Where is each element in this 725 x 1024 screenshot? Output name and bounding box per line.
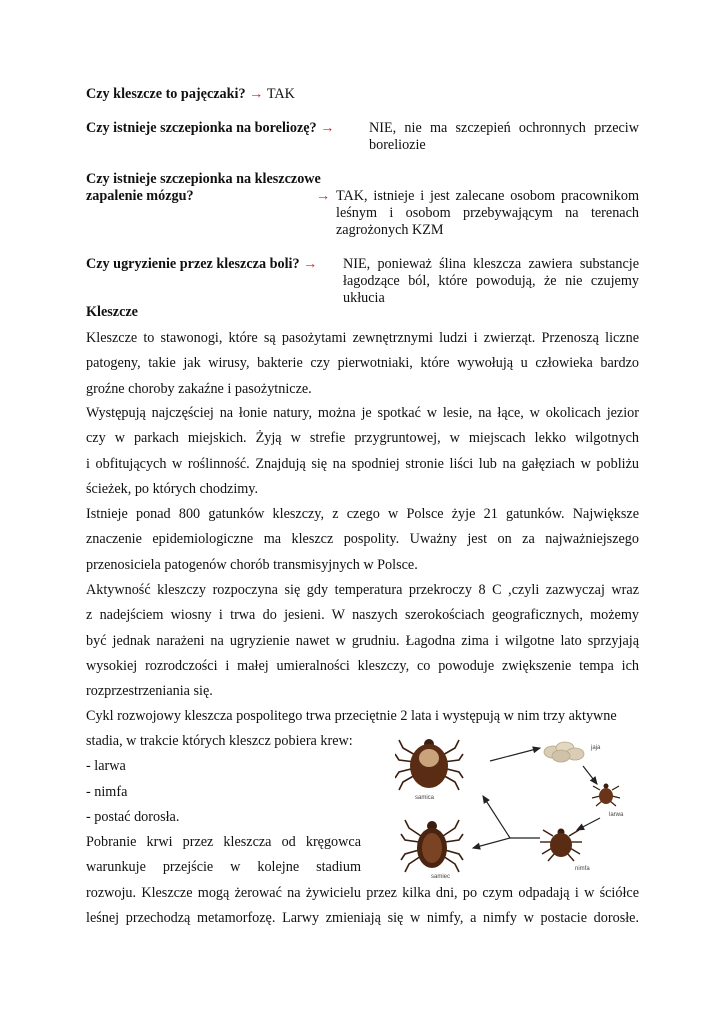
paragraph-2: Występują najczęściej na łonie natury, można je spotkać w lesie, na łące, w okolicach jezior czy w parkach miejskich. Żyją w strefie przygruntowej, w miejscach lekko wilgotnych i obfitujących w roślinność. Znajdują się na spodniej stronie liści lub na gałęziach w pobliżu ścieżek, po których chodzimy.	[86, 405, 639, 497]
answer-2: NIE, nie ma szczepień ochronnych przeciw boreliozie	[369, 120, 639, 153]
answer-1: TAK	[266, 86, 295, 102]
svg-text:jaja: jaja	[591, 745, 601, 751]
arrow-icon: →	[316, 188, 331, 204]
question-1: Czy kleszcze to pajęczaki? → TAK	[86, 86, 295, 102]
lifecycle-intro: Cykl rozwojowy kleszcza pospolitego trwa przeciętnie 2 lata i występują w nim trzy aktywne	[86, 708, 617, 724]
svg-text:samica: samica	[415, 795, 435, 801]
question-4: Czy ugryzienie przez kleszcza boli? →	[86, 256, 318, 272]
arrow-icon: →	[249, 86, 264, 102]
larva-tick-icon	[592, 784, 624, 819]
question-3-line-2: zapalenie mózgu?	[86, 188, 194, 204]
tick-lifecycle-diagram	[395, 728, 645, 880]
question-3-line-1: Czy istnieje szczepionka na kleszczowe	[86, 171, 321, 187]
female-tick-icon	[395, 739, 463, 801]
paragraph-3: Istnieje ponad 800 gatunków kleszczy, z czego w Polsce żyje 21 gatunków. Największe znaczenie epidemiologiczne ma kleszcz pospolity. Uważny jest on za najważniejszego przenosiciela patogenów chorób transmisyjnych w Polsce.	[86, 506, 639, 573]
male-tick-icon	[401, 820, 463, 880]
svg-text:nimfa: nimfa	[575, 866, 590, 872]
stage-item: - larwa	[86, 758, 126, 775]
nymph-tick-icon	[540, 829, 590, 873]
stage-item: - nimfa	[86, 783, 128, 800]
lifecycle-tail: rozwoju. Kleszcze mogą żerować na żywicielu przez kilka dni, po czym odpadają i w ściółce leśnej przechodzą metamorfozę. Larwy zmieniają się w nimfy, a nimfy w postacie dorosłe.	[86, 885, 639, 927]
stage-item: - postać dorosła.	[86, 808, 180, 825]
arrow-icon: →	[320, 120, 335, 136]
arrow-icon: →	[303, 256, 318, 272]
svg-text:samiec: samiec	[431, 874, 451, 880]
section-title: Kleszcze	[86, 304, 138, 320]
svg-text:larwa: larwa	[609, 812, 624, 818]
lifecycle-list: stadia, w trakcie których kleszcz pobiera krew: - larwa - nimfa - postać dorosła. Pobranie krwi przez kleszcza od kręgowca warunkuje przejście w kolejne stadium	[86, 733, 361, 876]
answer-4: NIE, ponieważ ślina kleszcza zawiera substancje łagodzące ból, które powodują, że nie czujemy ukłucia	[343, 256, 639, 306]
paragraph-4: Aktywność kleszczy rozpoczyna się gdy temperatura przekroczy 8 C ,czyli zazwyczaj wraz z nadejściem wiosny i trwa do jesieni. W naszych szerokościach geograficznych, możemy być jednak narażeni na ugryzienie nawet w grudniu. Łagodna zima i wilgotne lato sprzyjają wysokiej rozrodczości i małej umieralności kleszczy, co powoduje zwiększenie tempa ich rozprzestrzeniania się.	[86, 582, 639, 700]
paragraph-1: Kleszcze to stawonogi, które są pasożytami zewnętrznymi ludzi i zwierząt. Przenoszą liczne patogeny, takie jak wirusy, bakterie czy pierwotniaki, które wywołują u człowieka bardzo groźne choroby zakaźne i pasożytnicze.	[86, 330, 639, 397]
eggs-icon	[544, 742, 601, 762]
answer-3: TAK, istnieje i jest zalecane osobom pracownikom leśnym i osobom przebywającym na terenach zagrożonych KZM	[336, 188, 639, 238]
question-2: Czy istnieje szczepionka na boreliozę? →	[86, 120, 335, 136]
